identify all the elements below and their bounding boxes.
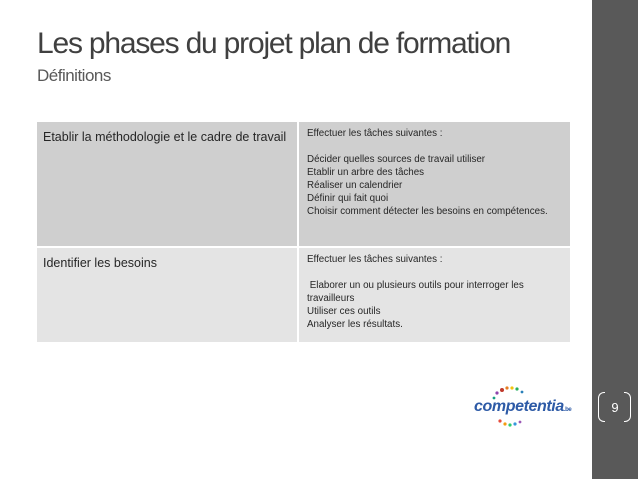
table-row	[37, 122, 570, 248]
phases-table	[37, 122, 570, 344]
slide-title: Les phases du projet plan de formation	[37, 27, 511, 60]
phase-cell: Identifier les besoins	[37, 248, 297, 342]
task-item: Décider quelles sources de travail utiliser	[307, 154, 486, 165]
task-item: Etablir un arbre des tâches	[307, 167, 425, 178]
page-number-bracket-right	[624, 392, 631, 422]
task-item: Analyser les résultats.	[307, 319, 403, 330]
tasks-cell	[297, 248, 570, 342]
task-item: Définir qui fait quoi	[307, 193, 389, 204]
phase-cell: Etablir la méthodologie et le cadre de travail	[37, 122, 297, 246]
task-item: Choisir comment détecter les besoins en compétences.	[307, 206, 548, 217]
table-row	[37, 248, 570, 344]
tasks-cell	[297, 122, 570, 246]
tasks-intro: Effectuer les tâches suivantes :	[307, 254, 443, 265]
task-item: Réaliser un calendrier	[307, 180, 403, 191]
task-item: Elaborer un ou plusieurs outils pour interroger les travailleurs	[307, 280, 527, 304]
competentia-logo	[474, 385, 570, 431]
tasks-intro: Effectuer les tâches suivantes :	[307, 128, 443, 139]
page-number: 9	[611, 399, 619, 415]
task-item: Utiliser ces outils	[307, 306, 381, 317]
logo-text: competentia.be	[474, 398, 572, 415]
slide-subtitle: Définitions	[37, 66, 111, 85]
